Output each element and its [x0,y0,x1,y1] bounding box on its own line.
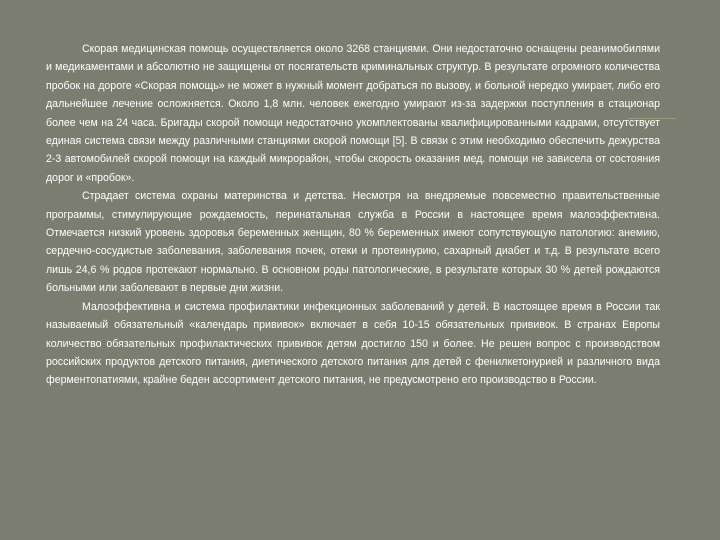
paragraph-maternity: Страдает система охраны материнства и детства. Несмотря на внедряемые повсеместно правительственные программы, стимулирующие рождаемость, перинатальная служба в России в настоящее время малоэффективна. Отмечается низкий уровень здоровья беременных женщин, 80 % беременных имеют сопутствующую патологию: анемию, сердечно-сосудистые заболевания, заболевания почек, отеки и протеинурию, сахарный диабет и т.д. В результате всего лишь 24,6 % родов протекают нормально. В основном роды патологические, в результате которых 30 % детей рождаются больными или заболевают в первые дни жизни. [46,190,660,295]
paragraph-ambulance: Скорая медицинская помощь осуществляется около 3268 станциями. Они недостаточно оснащены реанимобилями и медикаментами и абсолютно не защищены от посягательств криминальных структур. В результате огромного количества пробок на дороге «Скорая помощь» не может в нужный момент добраться по вызову, и больной нередко умирает, либо его дальнейшее лечение осложняется. Около 1,8 млн. человек ежегодно умирают из-за задержки поступления в стационар более чем на 24 часа. Бригады скорой помощи недостаточно укомплектованы квалифицированными кадрами, отсутствует единая система связи между различными станциями скорой помощи [5]. В связи с этим необходимо обеспечить дежурства 2-3 автомобилей скорой помощи на каждый микрорайон, чтобы скорость оказания мед. помощи не зависела от состояния дорог и «пробок». [46,43,660,184]
body-text [46,40,660,390]
paragraph-prevention: Малоэффективна и система профилактики инфекционных заболеваний у детей. В настоящее время в России так называемый обязательный «календарь прививок» включает в себя 10-15 обязательных прививок. В странах Европы количество обязательных профилактических прививок детям достигло 150 и более. Не решен вопрос с производством российских продуктов детского питания, диетического детского питания для детей с фенилкетонурией и различного вида ферментопатиями, крайне беден ассортимент детского питания, не предусмотрено его производство в России. [46,300,660,387]
